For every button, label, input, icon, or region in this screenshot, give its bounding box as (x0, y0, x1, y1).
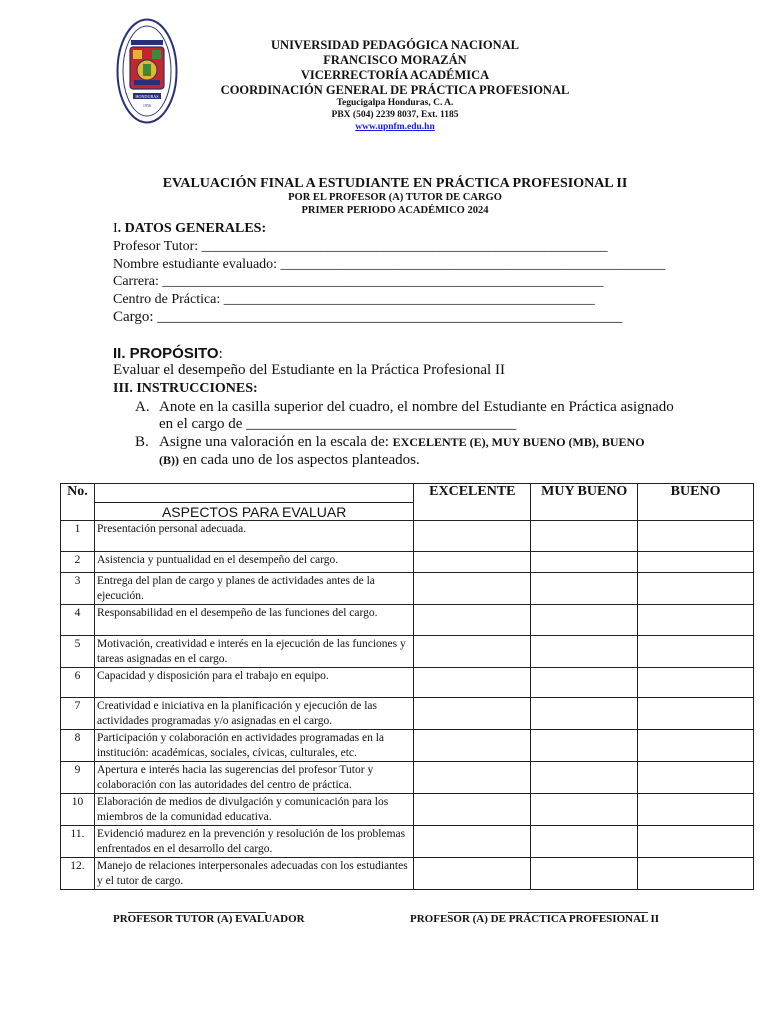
row-number: 12. (61, 858, 95, 890)
table-row (61, 858, 754, 890)
row-aspect-text: Evidenció madurez en la prevención y resolución de los problemas enfrentados en el desarrollo del cargo. (94, 826, 413, 858)
datos-heading-text: . DATOS GENERALES: (117, 221, 267, 236)
row-number: 2 (61, 552, 95, 573)
table-row (61, 762, 754, 794)
rating-cell-excelente[interactable] (414, 636, 531, 668)
rating-cell-muy-bueno[interactable] (531, 762, 638, 794)
instruccion-a-line1: Anote en la casilla superior del cuadro, el nombre del Estudiante en Práctica asignado (159, 399, 674, 415)
rating-cell-muy-bueno[interactable] (531, 698, 638, 730)
document-title: EVALUACIÓN FINAL A ESTUDIANTE EN PRÁCTICA PROFESIONAL II (162, 176, 628, 191)
nombre-estudiante-field[interactable]: Nombre estudiante evaluado: _______________________________________________________ (113, 257, 666, 272)
header-website-row (0, 121, 768, 134)
column-header-no: No. (61, 484, 95, 521)
instruccion-b-scale: EXCELENTE (E), MUY BUENO (MB), BUENO (392, 435, 645, 449)
row-aspect-text: Manejo de relaciones interpersonales adecuadas con los estudiantes y el tutor de cargo. (94, 858, 413, 890)
rating-cell-muy-bueno[interactable] (531, 552, 638, 573)
proposito-heading (113, 345, 223, 363)
header-website-link[interactable]: www.upnfm.edu.hn (355, 122, 435, 132)
column-header-aspectos: ASPECTOS PARA EVALUAR (94, 503, 413, 521)
header-phone: PBX (504) 2239 8037, Ext. 1185 (331, 110, 459, 120)
row-number: 5 (61, 636, 95, 668)
proposito-heading-text: II. PROPÓSITO (113, 345, 219, 362)
rating-cell-muy-bueno[interactable] (531, 858, 638, 890)
rating-cell-excelente[interactable] (414, 794, 531, 826)
rating-cell-bueno[interactable] (638, 552, 754, 573)
row-number: 10 (61, 794, 95, 826)
evaluation-rows (61, 521, 754, 890)
rating-cell-excelente[interactable] (414, 668, 531, 698)
rating-cell-muy-bueno[interactable] (531, 668, 638, 698)
instruccion-b-scale-end: (B)) (159, 453, 179, 467)
rating-cell-muy-bueno[interactable] (531, 636, 638, 668)
proposito-colon: : (218, 346, 223, 362)
evaluation-table (60, 483, 754, 890)
header-coordinacion: COORDINACIÓN GENERAL DE PRÁCTICA PROFESIONAL (220, 83, 570, 97)
student-name-cell[interactable] (94, 484, 413, 503)
table-row (61, 794, 754, 826)
instruccion-b-marker: B. (135, 434, 149, 450)
row-aspect-text: Responsabilidad en el desempeño de las funciones del cargo. (94, 605, 413, 636)
rating-cell-excelente[interactable] (414, 730, 531, 762)
row-aspect-text: Capacidad y disposición para el trabajo en equipo. (94, 668, 413, 698)
row-number: 7 (61, 698, 95, 730)
table-row (61, 730, 754, 762)
column-header-muy-bueno: MUY BUENO (531, 484, 638, 521)
rating-cell-bueno[interactable] (638, 826, 754, 858)
table-header-row (61, 484, 754, 503)
rating-cell-bueno[interactable] (638, 698, 754, 730)
rating-cell-excelente[interactable] (414, 605, 531, 636)
row-number: 11. (61, 826, 95, 858)
instruccion-b-text: Asigne una valoración en la escala de: (159, 434, 393, 450)
rating-cell-excelente[interactable] (414, 573, 531, 605)
row-aspect-text: Motivación, creatividad e interés en la ejecución de las funciones y tareas asignadas en el cargo. (94, 636, 413, 668)
rating-cell-excelente[interactable] (414, 521, 531, 552)
rating-cell-bueno[interactable] (638, 858, 754, 890)
row-aspect-text: Apertura e interés hacia las sugerencias del profesor Tutor y colaboración con las autoridades del centro de práctica. (94, 762, 413, 794)
header-name: FRANCISCO MORAZÁN (323, 53, 467, 67)
rating-cell-excelente[interactable] (414, 762, 531, 794)
signature-label-practica: PROFESOR (A) DE PRÁCTICA PROFESIONAL II (410, 913, 660, 925)
row-aspect-text: Participación y colaboración en actividades programadas en la institución: académicas, sociales, cívicas, culturales, etc. (94, 730, 413, 762)
datos-heading-numeral: I (113, 221, 118, 236)
rating-cell-muy-bueno[interactable] (531, 794, 638, 826)
row-aspect-text: Creatividad e iniciativa en la planificación y ejecución de las actividades programadas y/o asignadas en el cargo. (94, 698, 413, 730)
carrera-field[interactable]: Carrera: _______________________________________________________________ (113, 274, 604, 289)
rating-cell-bueno[interactable] (638, 794, 754, 826)
row-aspect-text: Asistencia y puntualidad en el desempeño del cargo. (94, 552, 413, 573)
instruccion-b-line1 (159, 434, 645, 451)
rating-cell-excelente[interactable] (414, 858, 531, 890)
datos-generales-heading (113, 220, 266, 237)
column-header-excelente: EXCELENTE (414, 484, 531, 521)
rating-cell-muy-bueno[interactable] (531, 573, 638, 605)
column-header-bueno: BUENO (638, 484, 754, 521)
signature-label-tutor: PROFESOR TUTOR (A) EVALUADOR (113, 913, 305, 925)
table-row (61, 826, 754, 858)
rating-cell-muy-bueno[interactable] (531, 521, 638, 552)
table-row (61, 636, 754, 668)
instruccion-b-rest: en cada uno de los aspectos planteados. (179, 452, 420, 468)
table-row (61, 573, 754, 605)
rating-cell-bueno[interactable] (638, 605, 754, 636)
proposito-text: Evaluar el desempeño del Estudiante en la Práctica Profesional II (113, 362, 505, 378)
header-vicerrectoria: VICERRECTORÍA ACADÉMICA (300, 68, 490, 82)
instruccion-b-line2 (159, 452, 420, 469)
rating-cell-excelente[interactable] (414, 826, 531, 858)
rating-cell-excelente[interactable] (414, 698, 531, 730)
header-address: Tegucigalpa Honduras, C. A. (336, 98, 454, 108)
rating-cell-bueno[interactable] (638, 730, 754, 762)
logo-year-text: 1956 (142, 103, 152, 108)
table-row (61, 605, 754, 636)
header-university: UNIVERSIDAD PEDAGÓGICA NACIONAL (271, 38, 519, 52)
cargo-field[interactable]: Cargo: ______________________________________________________________ (113, 309, 623, 325)
rating-cell-muy-bueno[interactable] (531, 605, 638, 636)
row-number: 8 (61, 730, 95, 762)
rating-cell-muy-bueno[interactable] (531, 826, 638, 858)
rating-cell-excelente[interactable] (414, 552, 531, 573)
rating-cell-bueno[interactable] (638, 573, 754, 605)
rating-cell-bueno[interactable] (638, 668, 754, 698)
rating-cell-bueno[interactable] (638, 521, 754, 552)
row-number: 1 (61, 521, 95, 552)
row-number: 4 (61, 605, 95, 636)
profesor-tutor-field[interactable]: Profesor Tutor: __________________________________________________________ (113, 239, 608, 254)
document-subtitle-tutor: POR EL PROFESOR (A) TUTOR DE CARGO (288, 192, 502, 203)
row-aspect-text: Presentación personal adecuada. (94, 521, 413, 552)
row-number: 9 (61, 762, 95, 794)
rating-cell-bueno[interactable] (638, 762, 754, 794)
instruccion-a-marker: A. (135, 399, 150, 415)
rating-cell-bueno[interactable] (638, 636, 754, 668)
centro-practica-field[interactable]: Centro de Práctica: _____________________________________________________ (113, 292, 595, 307)
instruccion-a-line2[interactable]: en el cargo de ____________________________________ (159, 416, 517, 432)
row-number: 3 (61, 573, 95, 605)
table-row (61, 668, 754, 698)
table-row (61, 521, 754, 552)
table-row (61, 552, 754, 573)
instrucciones-heading: III. INSTRUCCIONES: (113, 381, 258, 396)
rating-cell-muy-bueno[interactable] (531, 730, 638, 762)
row-aspect-text: Elaboración de medios de divulgación y comunicación para los miembros de la comunidad educativa. (94, 794, 413, 826)
row-aspect-text: Entrega del plan de cargo y planes de actividades antes de la ejecución. (94, 573, 413, 605)
logo-country-text: HONDURAS (135, 94, 159, 99)
row-number: 6 (61, 668, 95, 698)
table-row (61, 698, 754, 730)
document-subtitle-period: PRIMER PERIODO ACADÉMICO 2024 (301, 205, 489, 216)
